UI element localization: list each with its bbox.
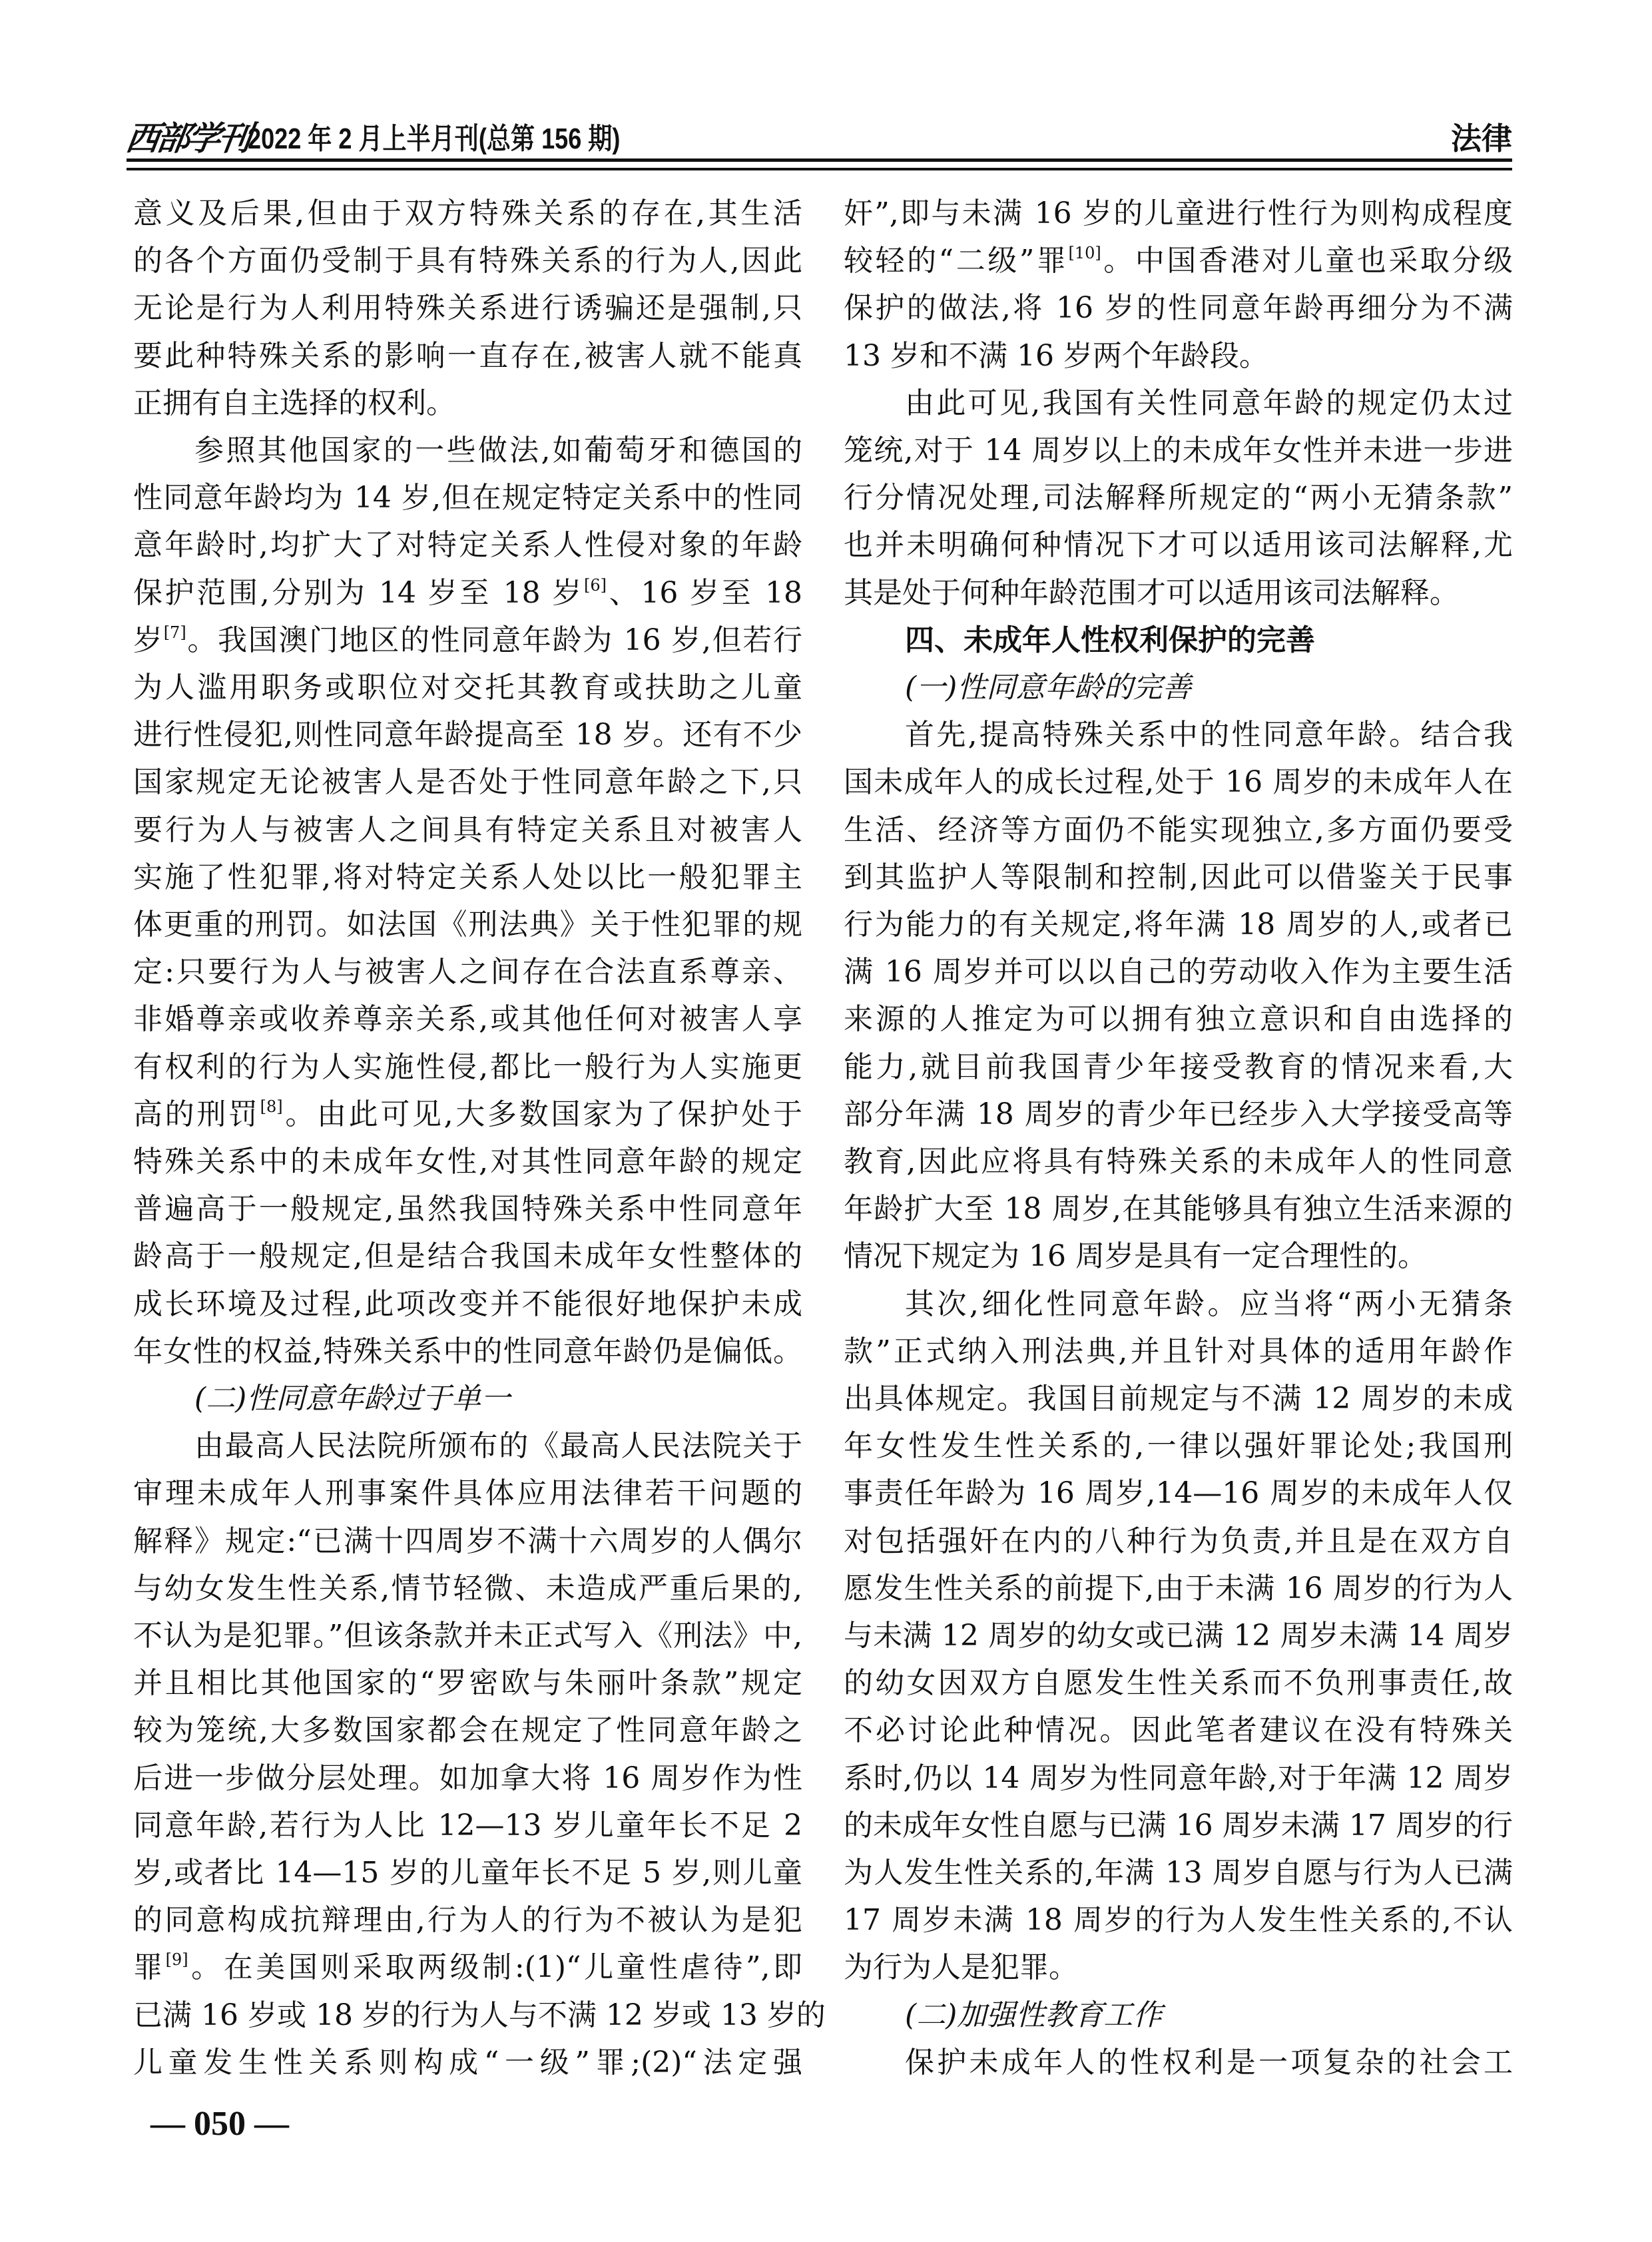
text-line: 参照其他国家的一些做法,如葡萄牙和德国的 xyxy=(194,433,802,467)
text-line: 也并未明确何种情况下才可以适用该司法解释,尤 xyxy=(844,528,1513,563)
text-line: 后进一步做分层处理。如加拿大将 16 周岁作为性 xyxy=(133,1761,802,1795)
text-line: 事责任年龄为 16 周岁,14—16 周岁的未成年人仅 xyxy=(844,1476,1513,1511)
text-line: 定:只要行为人与被害人之间存在合法直系尊亲、 xyxy=(133,955,802,989)
text-line: 与未满 12 周岁的幼女或已满 12 周岁未满 14 周岁 xyxy=(844,1619,1513,1653)
text-line: 出具体规定。我国目前规定与不满 12 周岁的未成 xyxy=(844,1382,1513,1416)
text-line: 由最高人民法院所颁布的《最高人民法院关于 xyxy=(194,1429,802,1464)
text-line: 到其监护人等限制和控制,因此可以借鉴关于民事 xyxy=(844,860,1514,894)
subsection-heading: (二)加强性教育工作 xyxy=(905,1998,1163,2032)
text-line: 首先,提高特殊关系中的性同意年龄。结合我 xyxy=(905,718,1513,752)
section-label: 法律 xyxy=(1451,121,1512,156)
text-line: 无论是行为人利用特殊关系进行诱骗还是强制,只 xyxy=(133,291,802,326)
text-line: 要此种特殊关系的影响一直存在,被害人就不能真 xyxy=(133,338,803,373)
citation-ref: [9] xyxy=(165,1950,188,1970)
text-line: 愿发生性关系的前提下,由于未满 16 周岁的行为人 xyxy=(844,1571,1513,1605)
text-line: 与幼女发生性关系,情节轻微、未造成严重后果的, xyxy=(133,1571,802,1605)
subsection-heading: (一)性同意年龄的完善 xyxy=(905,671,1192,704)
text-line: 的幼女因双方自愿发生性关系而不负刑事责任,故 xyxy=(844,1666,1513,1701)
text-line: 年女性的权益,特殊关系中的性同意年龄仍是偏低。 xyxy=(133,1334,802,1368)
text-line: 实施了性犯罪,将对特定关系人处以比一般犯罪主 xyxy=(133,860,802,894)
text-line: 情况下规定为 16 周岁是具有一定合理性的。 xyxy=(844,1239,1427,1274)
text-line: 奸”,即与未满 16 岁的儿童进行性行为则构成程度 xyxy=(844,196,1513,230)
text-line: 正拥有自主选择的权利。 xyxy=(133,386,455,420)
citation-ref: [10] xyxy=(1068,244,1101,263)
text-line: 为人发生性关系的,年满 13 周岁自愿与行为人已满 xyxy=(844,1856,1513,1890)
text-line: 要行为人与被害人之间具有特定关系且对被害人 xyxy=(133,812,802,847)
text-line: 由此可见,我国有关性同意年龄的规定仍太过 xyxy=(905,386,1513,420)
text-line: 已满 16 岁或 18 岁的行为人与不满 12 岁或 13 岁的 xyxy=(133,1998,826,2032)
journal-logo: 西部学刊 xyxy=(123,119,252,158)
text-line: 岁[7]。我国澳门地区的性同意年龄为 16 岁,但若行 xyxy=(133,623,802,657)
text-line: 的各个方面仍受制于具有特殊关系的行为人,因此 xyxy=(133,244,802,278)
text-line: 较轻的“二级”罪[10]。中国香港对儿童也采取分级 xyxy=(844,244,1513,278)
running-header xyxy=(123,112,1512,158)
citation-ref: [8] xyxy=(260,1097,283,1116)
text-line: 保护范围,分别为 14 岁至 18 岁[6]、16 岁至 18 xyxy=(133,575,802,610)
text-line: 笼统,对于 14 周岁以上的未成年女性并未进一步进 xyxy=(844,433,1513,467)
text-line: 满 16 周岁并可以以自己的劳动收入作为主要生活 xyxy=(844,955,1513,989)
text-line: 罪[9]。在美国则采取两级制:(1)“儿童性虐待”,即 xyxy=(133,1950,803,1985)
text-line: 能力,就目前我国青少年接受教育的情况来看,大 xyxy=(844,1049,1513,1084)
text-line: 部分年满 18 周岁的青少年已经步入大学接受高等 xyxy=(844,1097,1513,1131)
text-line: 生活、经济等方面仍不能实现独立,多方面仍要受 xyxy=(844,812,1513,847)
text-line: 国家规定无论被害人是否处于性同意年龄之下,只 xyxy=(133,765,802,800)
text-line: 成长环境及过程,此项改变并不能很好地保护未成 xyxy=(133,1286,803,1321)
citation-ref: [7] xyxy=(163,623,186,642)
text-line: 并且相比其他国家的“罗密欧与朱丽叶条款”规定 xyxy=(133,1666,802,1701)
text-line: 的同意构成抗辩理由,行为人的行为不被认为是犯 xyxy=(133,1903,802,1938)
text-line: 儿童发生性关系则构成“一级”罪;(2)“法定强 xyxy=(133,2045,802,2080)
text-line: 行为能力的有关规定,将年满 18 周岁的人,或者已 xyxy=(844,908,1513,942)
text-line: 款”正式纳入刑法典,并且针对具体的适用年龄作 xyxy=(844,1334,1513,1368)
text-line: 意年龄时,均扩大了对特定关系人性侵对象的年龄 xyxy=(133,528,803,563)
text-line: 不认为是犯罪。”但该条款并未正式写入《刑法》中, xyxy=(133,1619,802,1653)
text-line: 性同意年龄均为 14 岁,但在规定特定关系中的性同 xyxy=(133,481,802,515)
text-line: 的未成年女性自愿与已满 16 周岁未满 17 周岁的行 xyxy=(844,1808,1513,1842)
text-line: 13 岁和不满 16 岁两个年龄段。 xyxy=(844,338,1268,373)
text-line: 高的刑罚[8]。由此可见,大多数国家为了保护处于 xyxy=(133,1097,802,1131)
text-line: 对包括强奸在内的八种行为负责,并且是在双方自 xyxy=(844,1524,1514,1558)
section-heading: 四、未成年人性权利保护的完善 xyxy=(905,623,1315,657)
text-line: 保护的做法,将 16 岁的性同意年龄再细分为不满 xyxy=(844,291,1513,326)
text-line: 为人滥用职务或职位对交托其教育或扶助之儿童 xyxy=(133,671,802,704)
text-line: 意义及后果,但由于双方特殊关系的存在,其生活 xyxy=(133,196,802,230)
text-line: 来源的人推定为可以拥有独立意识和自由选择的 xyxy=(844,1002,1513,1037)
text-line: 特殊关系中的未成年女性,对其性同意年龄的规定 xyxy=(133,1145,803,1179)
text-line: 不必讨论此种情况。因此笔者建议在没有特殊关 xyxy=(844,1713,1513,1748)
header-rule-thin xyxy=(127,168,1512,170)
text-line: 进行性侵犯,则性同意年龄提高至 18 岁。还有不少 xyxy=(133,718,802,752)
header-rule-thick xyxy=(127,158,1512,162)
text-line: 年龄扩大至 18 周岁,在其能够具有独立生活来源的 xyxy=(844,1192,1513,1227)
issue-info: 2022 年 2 月上半月刊(总第 156 期) xyxy=(248,123,621,155)
page-number: — 050 — xyxy=(150,2105,289,2143)
text-line: 年女性发生性关系的,一律以强奸罪论处;我国刑 xyxy=(844,1429,1513,1464)
text-line: 同意年龄,若行为人比 12—13 岁儿童年长不足 2 xyxy=(133,1808,802,1842)
text-line: 教育,因此应将具有特殊关系的未成年人的性同意 xyxy=(844,1145,1513,1179)
text-line: 较为笼统,大多数国家都会在规定了性同意年龄之 xyxy=(133,1713,803,1748)
text-line: 保护未成年人的性权利是一项复杂的社会工 xyxy=(905,2045,1513,2080)
text-line: 国未成年人的成长过程,处于 16 周岁的未成年人在 xyxy=(844,765,1513,800)
text-line: 系时,仍以 14 周岁为性同意年龄,对于年满 12 周岁 xyxy=(844,1761,1513,1795)
text-line: 非婚尊亲或收养尊亲关系,或其他任何对被害人享 xyxy=(133,1002,803,1037)
text-line: 行分情况处理,司法解释所规定的“两小无猜条款” xyxy=(844,481,1513,515)
text-line: 审理未成年人刑事案件具体应用法律若干问题的 xyxy=(133,1476,802,1511)
text-line: 为行为人是犯罪。 xyxy=(844,1950,1078,1985)
text-line: 解释》规定:“已满十四周岁不满十六周岁的人偶尔 xyxy=(133,1524,802,1558)
text-line: 体更重的刑罚。如法国《刑法典》关于性犯罪的规 xyxy=(133,908,802,942)
subsection-heading: (二)性同意年龄过于单一 xyxy=(194,1382,511,1416)
text-line: 龄高于一般规定,但是结合我国未成年女性整体的 xyxy=(133,1239,803,1274)
citation-ref: [6] xyxy=(584,575,607,595)
text-line: 有权利的行为人实施性侵,都比一般行为人实施更 xyxy=(133,1049,803,1084)
text-line: 其次,细化性同意年龄。应当将“两小无猜条 xyxy=(905,1286,1513,1321)
text-line: 岁,或者比 14—15 岁的儿童年长不足 5 岁,则儿童 xyxy=(133,1856,802,1890)
text-line: 其是处于何种年龄范围才可以适用该司法解释。 xyxy=(844,575,1459,610)
text-line: 普遍高于一般规定,虽然我国特殊关系中性同意年 xyxy=(133,1192,802,1227)
text-line: 17 周岁未满 18 周岁的行为人发生性关系的,不认 xyxy=(844,1903,1513,1938)
